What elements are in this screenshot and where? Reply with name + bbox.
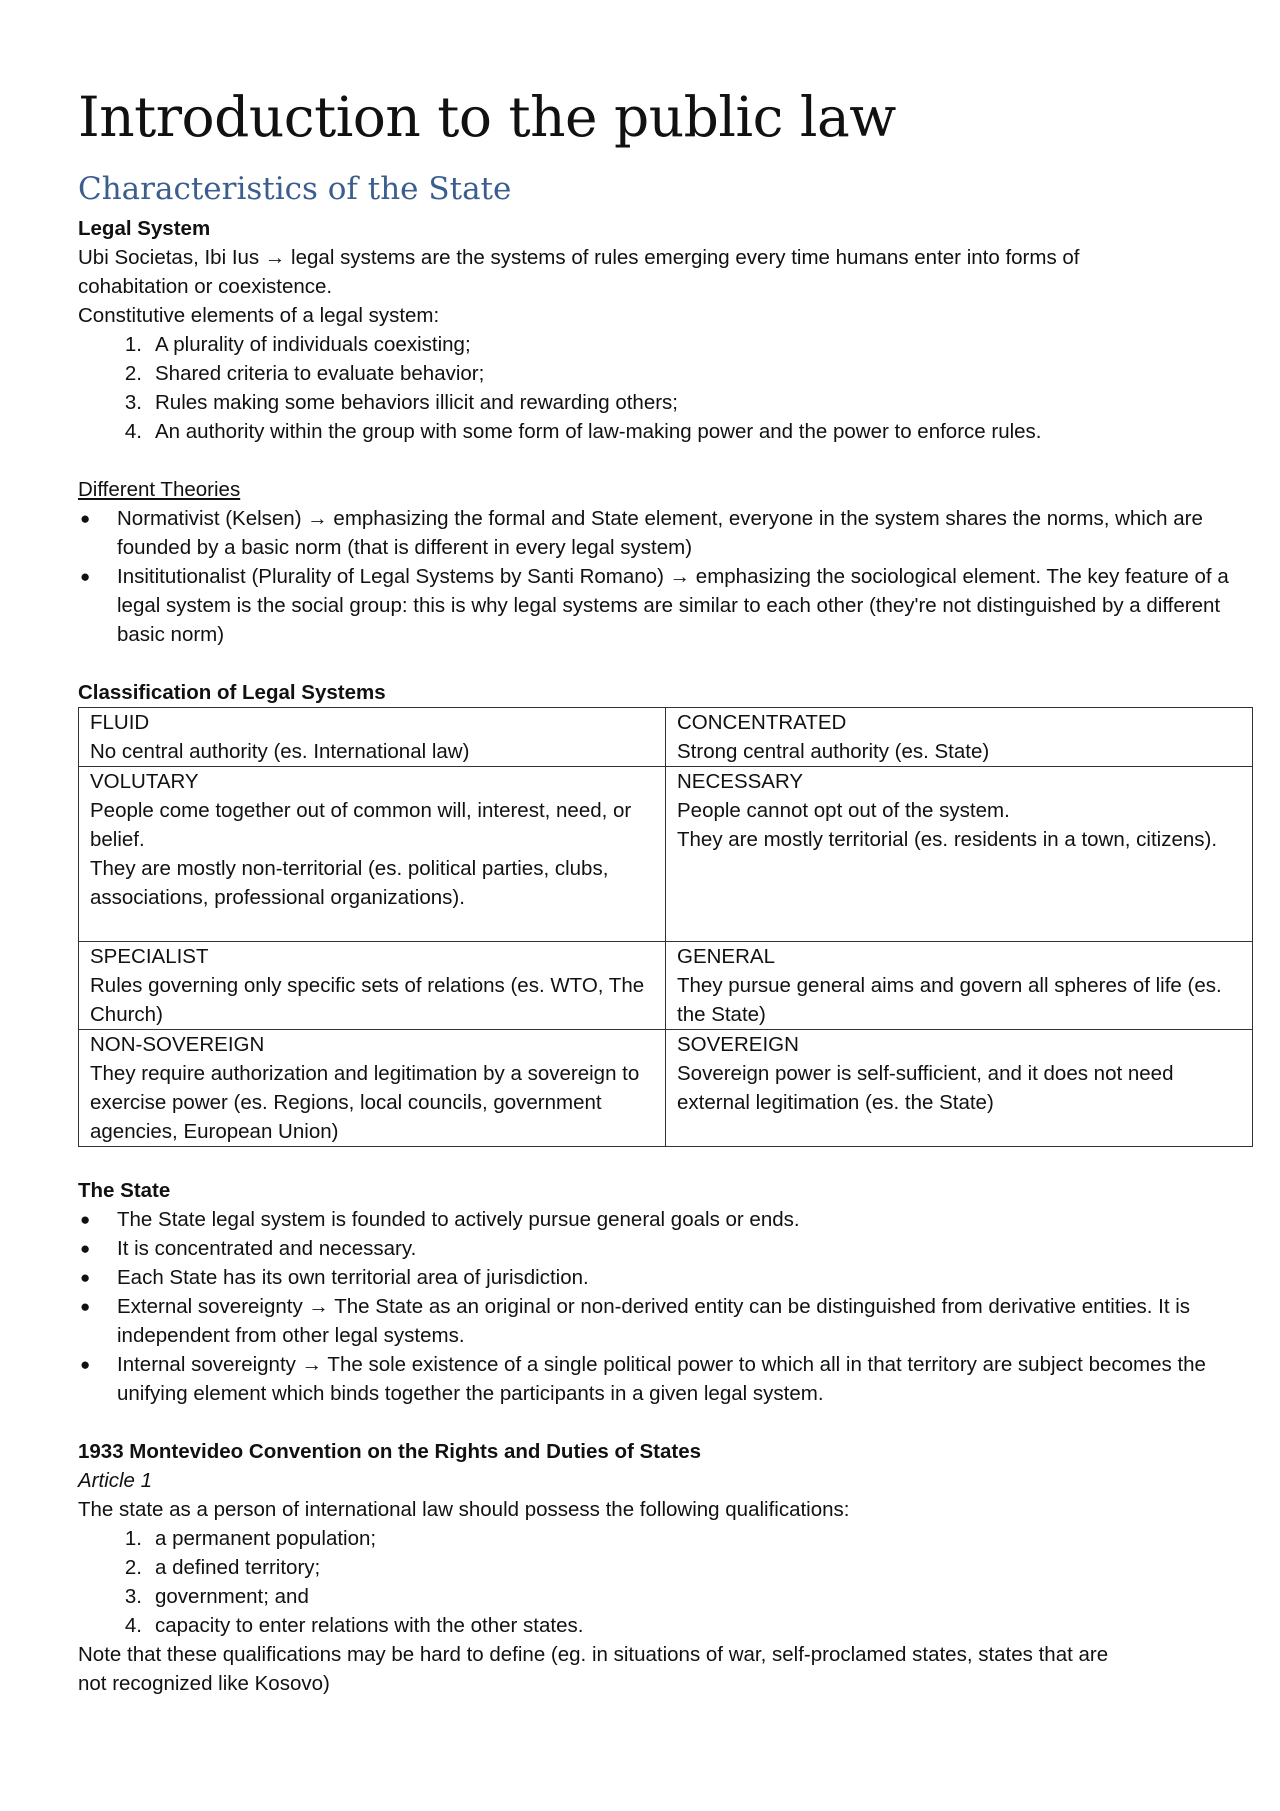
list-item: 1. A plurality of individuals coexisting; [124,333,471,356]
table-row [79,942,1253,1030]
table-cell: NECESSARY People cannot opt out of the system. They are mostly territorial (es. residents in a town, citizens). [666,767,1253,942]
list-item: ● External sovereignty → The State as an original or non-derived entity can be distinguished from derivative entities. It is independent from other legal systems. [78,1292,1247,1350]
page-title: Introduction to the public law [78,85,896,149]
table-cell: SOVEREIGN Sovereign power is self-sufficient, and it does not need external legitimation (es. the State) [666,1030,1253,1147]
montevideo-note-line2: not recognized like Kosovo) [78,1672,330,1695]
list-item: 3. government; and [124,1585,309,1608]
bullet-icon: ● [80,1239,91,1258]
list-item: ● The State legal system is founded to actively pursue general goals or ends. [78,1205,1247,1234]
table-row [79,767,1253,942]
table-cell: FLUID No central authority (es. International law) [79,708,666,767]
list-item: 3. Rules making some behaviors illicit and rewarding others; [124,391,678,414]
theories-list [78,504,1258,649]
constitutive-elements-list [78,330,1258,446]
list-item: 2. a defined territory; [124,1556,321,1579]
classification-table [78,707,1253,1147]
table-row [79,708,1253,767]
document-page [78,76,1258,1698]
list-item: ● It is concentrated and necessary. [78,1234,1247,1263]
bullet-icon: ● [80,1355,91,1374]
bullet-icon: ● [80,1268,91,1287]
qualifications-list [78,1524,1258,1640]
table-cell: NON-SOVEREIGN They require authorization and legitimation by a sovereign to exercise power (es. Regions, local councils, government agencies, European Union) [79,1030,666,1147]
list-item: ● Normativist (Kelsen) → emphasizing the formal and State element, everyone in the system shares the norms, which are founded by a basic norm (that is different in every legal system) [78,504,1247,562]
state-heading: The State [78,1179,171,1202]
list-item: ● Insititutionalist (Plurality of Legal Systems by Santi Romano) → emphasizing the sociological element. The key feature of a legal system is the social group: this is why legal systems are similar to each other (they're not distinguished by a different basic norm) [78,562,1247,649]
list-item: ● Each State has its own territorial area of jurisdiction. [78,1263,1247,1292]
state-list [78,1205,1258,1408]
bullet-icon: ● [80,567,91,586]
bullet-icon: ● [80,1210,91,1229]
list-item: ● Internal sovereignty → The sole existence of a single political power to which all in that territory are subject becomes the unifying element which binds together the participants in a given legal system. [78,1350,1247,1408]
list-item: 4. capacity to enter relations with the other states. [124,1614,584,1637]
section-heading: Characteristics of the State [78,171,512,207]
montevideo-note-line1: Note that these qualifications may be hard to define (eg. in situations of war, self-proclamed states, states that are [78,1643,1109,1666]
legal-system-intro-line2: cohabitation or coexistence. [78,275,333,298]
theories-heading: Different Theories [78,478,241,501]
table-cell: SPECIALIST Rules governing only specific sets of relations (es. WTO, The Church) [79,942,666,1030]
list-item: 1. a permanent population; [124,1527,377,1550]
table-row [79,1030,1253,1147]
montevideo-intro: The state as a person of international law should possess the following qualifications: [78,1498,850,1521]
table-cell: VOLUTARY People come together out of common will, interest, need, or belief. They are mostly non-territorial (es. political parties, clubs, associations, professional organizations). [79,767,666,942]
article-label: Article 1 [78,1469,153,1492]
list-item: 4. An authority within the group with some form of law-making power and the power to enforce rules. [124,420,1042,443]
legal-system-heading: Legal System [78,217,211,240]
table-cell: GENERAL They pursue general aims and govern all spheres of life (es. the State) [666,942,1253,1030]
bullet-icon: ● [80,509,91,528]
table-cell: CONCENTRATED Strong central authority (es. State) [666,708,1253,767]
list-item: 2. Shared criteria to evaluate behavior; [124,362,485,385]
legal-system-intro-line1: Ubi Societas, Ibi Ius → legal systems are the systems of rules emerging every time humans enter into forms of [78,246,1080,269]
montevideo-heading: 1933 Montevideo Convention on the Rights and Duties of States [78,1440,702,1463]
classification-heading: Classification of Legal Systems [78,681,386,704]
bullet-icon: ● [80,1297,91,1316]
constitutive-label: Constitutive elements of a legal system: [78,304,440,327]
